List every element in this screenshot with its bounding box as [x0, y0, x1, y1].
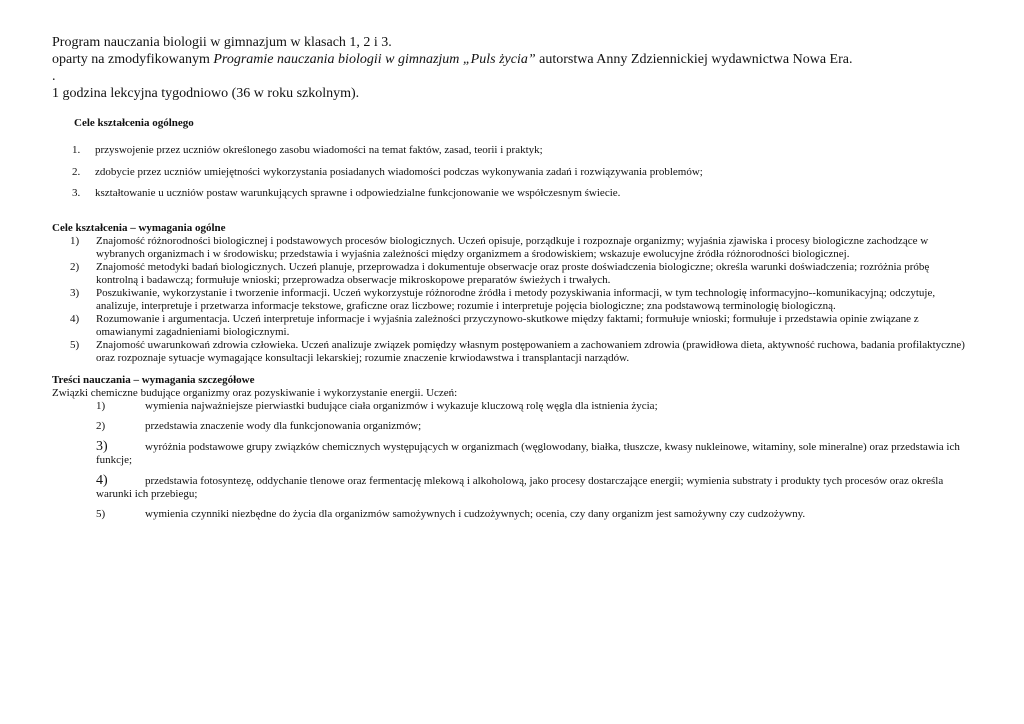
list-item-text: Poszukiwanie, wykorzystanie i tworzenie informacji. Uczeń wykorzystuje różnorodne źródła i metody pozyskiwania informacji, w tym technologię informacyjno--komunikacyjną; odczytuje, analizuje, interpretuje i przetwarza informacje tekstowe, graficzne oraz liczbowe; rozumie i interpretuje pojęcia biologiczne; zna podstawową terminologię biologiczną. — [96, 287, 936, 312]
document-page — [52, 34, 972, 528]
list-item — [52, 235, 972, 261]
list-item — [52, 261, 972, 287]
list-item-number: 3) — [70, 287, 80, 299]
list-item — [52, 420, 972, 433]
header-hours: 1 godzina lekcyjna tygodniowo (36 w roku szkolnym). — [52, 86, 360, 101]
list-item-text: wymienia czynniki niezbędne do życia dla organizmów samożywnych i cudzożywnych; ocenia, czy dany organizm jest samożywny czy cudzożywny. — [145, 508, 806, 520]
list-item-text: wyróżnia podstawowe grupy związków chemicznych występujących w organizmach (węglowodany, białka, tłuszcze, kwasy nukleinowe, witaminy, sole mineralne) oraz przedstawia ich funkcje; — [96, 441, 960, 466]
list-item-number: 1) — [70, 235, 80, 247]
list-item-number: 2. — [72, 165, 81, 178]
list-item-number: 2) — [70, 261, 80, 273]
list-item-text: Znajomość metodyki badań biologicznych. Uczeń planuje, przeprowadza i dokumentuje obserwacje oraz proste doświadczenia biologiczne; określa warunki doświadczenia; rozróżnia próbę kontrolną i badawczą; formułuje wnioski; przeprowadza obserwacje mikroskopowe preparatów świeżych i trwałych. — [96, 261, 930, 286]
list-item — [72, 187, 972, 200]
list-item — [72, 144, 972, 157]
list-item — [52, 440, 972, 467]
requirements-general-title: Cele kształcenia – wymagania ogólne — [52, 222, 226, 234]
list-item-text: przyswojenie przez uczniów określonego zasobu wiadomości na temat faktów, zasad, teorii i praktyk; — [95, 144, 543, 156]
list-item-text: Znajomość uwarunkowań zdrowia człowieka. Uczeń analizuje związek pomiędzy własnym postępowaniem a zachowaniem zdrowia (prawidłowa dieta, aktywność ruchowa, badania profilaktyczne) oraz rozpoznaje sytuacje wymagające konsultacji lekarskiej; rozumie znaczenie krwiodawstwa i transplantacji narządów. — [96, 339, 965, 364]
header-subtitle — [52, 51, 972, 68]
general-goals-list — [72, 144, 972, 200]
list-item-number: 1) — [96, 400, 106, 412]
header-title: Program nauczania biologii w gimnazjum w klasach 1, 2 i 3. — [52, 35, 392, 50]
list-item — [52, 313, 972, 339]
list-item-text: Znajomość różnorodności biologicznej i podstawowych procesów biologicznych. Uczeń opisuje, porządkuje i rozpoznaje organizmy; wyjaśnia zjawiska i procesy biologiczne zachodzące w wybranych organizmach i w środowisku; przedstawia i wyjaśnia zależności między organizmem a środowiskiem; wskazuje ewolucyjne źródła różnorodności biologicznej. — [96, 235, 929, 260]
list-item-text: wymienia najważniejsze pierwiastki budujące ciała organizmów i wykazuje kluczową rolę węgla dla istnienia życia; — [145, 400, 658, 412]
requirements-detailed-intro: Związki chemiczne budujące organizmy oraz pozyskiwanie i wykorzystanie energii. Uczeń: — [52, 387, 458, 399]
list-item — [52, 474, 972, 501]
list-item-text: kształtowanie u uczniów postaw warunkujących sprawne i odpowiedzialne funkcjonowanie we współczesnym świecie. — [95, 187, 621, 199]
header-subtitle-italic: Programie nauczania biologii w gimnazjum „Puls życia” — [213, 52, 536, 67]
list-item — [52, 508, 972, 521]
requirements-general-list — [52, 235, 972, 365]
list-item-number: 3) — [96, 439, 108, 454]
list-item-number: 3. — [72, 187, 81, 199]
list-item — [52, 400, 972, 413]
list-item — [52, 339, 972, 365]
list-item-number: 4) — [70, 313, 80, 325]
header-subtitle-prefix: oparty na zmodyfikowanym — [52, 52, 214, 67]
requirements-detailed-list — [52, 400, 972, 521]
list-item-number: 5) — [96, 508, 106, 520]
list-item-number: 1. — [72, 144, 81, 156]
list-item — [52, 287, 972, 313]
header-subtitle-suffix: autorstwa Anny Zdziennickiej wydawnictwa Nowa Era. — [535, 52, 853, 67]
list-item-text: przedstawia fotosyntezę, oddychanie tlenowe oraz fermentację mlekową i alkoholową, jako procesy dostarczające energii; wymienia substraty i produkty tych procesów oraz określa warunki ich przebiegu; — [96, 475, 944, 500]
requirements-detailed-title: Treści nauczania – wymagania szczegółowe — [52, 374, 255, 386]
list-item-text: Rozumowanie i argumentacja. Uczeń interpretuje informacje i wyjaśnia zależności przyczynowo-skutkowe między faktami; formułuje wnioski; formułuje i przedstawia opinie związane z omawianymi zagadnieniami biologicznymi. — [96, 313, 919, 338]
list-item-text: zdobycie przez uczniów umiejętności wykorzystania posiadanych wiadomości podczas wykonywania zadań i rozwiązywania problemów; — [95, 165, 703, 178]
list-item-number: 2) — [96, 420, 106, 432]
list-item — [72, 166, 972, 179]
list-item-text: przedstawia znaczenie wody dla funkcjonowania organizmów; — [145, 420, 422, 432]
list-item-number: 4) — [96, 473, 108, 488]
general-goals-title: Cele kształcenia ogólnego — [74, 117, 194, 129]
list-item-number: 5) — [70, 339, 80, 351]
header-dot: . — [52, 69, 56, 84]
